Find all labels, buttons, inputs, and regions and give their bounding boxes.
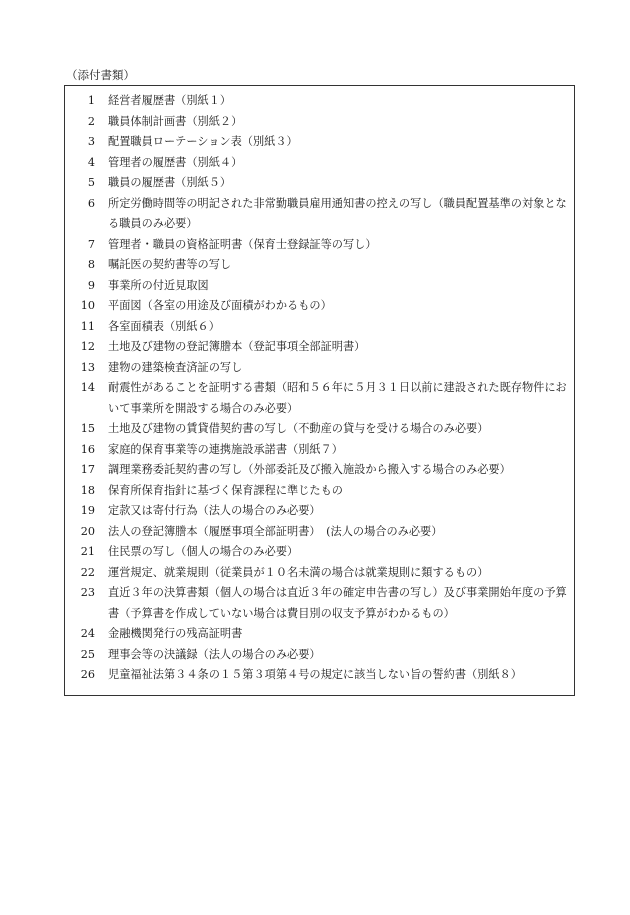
item-text: 金融機関発行の残高証明書: [108, 627, 243, 640]
item-number: 11: [80, 319, 95, 333]
list-item: [65, 276, 574, 297]
list-item: [65, 542, 574, 563]
item-text: 嘱託医の契約書等の写し: [108, 258, 232, 271]
item-text: 児童福祉法第３４条の１５第３項第４号の規定に該当しない旨の誓約書（別紙８）: [108, 668, 522, 681]
item-text: 土地及び建物の賃貸借契約書の写し（不動産の貸与を受ける場合のみ必要）: [108, 422, 489, 435]
list-item: [65, 235, 574, 256]
list-item: [65, 583, 574, 624]
list-item: [65, 91, 574, 112]
list-item: [65, 194, 574, 235]
item-number: 6: [87, 196, 95, 210]
list-item: [65, 481, 574, 502]
item-text: 管理者の履歴書（別紙４）: [108, 155, 243, 169]
item-text: 管理者・職員の資格証明書（保育士登録証等の写し）: [108, 237, 377, 251]
item-text: 家庭的保育事業等の連携施設承諾書（別紙７）: [108, 442, 343, 456]
item-text: 理事会等の決議録（法人の場合のみ必要）: [108, 647, 321, 661]
item-number: 12: [80, 340, 95, 353]
list-item: [65, 563, 574, 584]
list-item: [65, 645, 574, 666]
item-text: 運営規定、就業規則（従業員が１０名未満の場合は就業規則に類するもの）: [108, 565, 489, 579]
item-number: 19: [80, 504, 95, 517]
list-item: [65, 173, 574, 194]
item-number: 20: [80, 524, 95, 538]
item-number: 22: [80, 565, 95, 579]
item-number: 26: [80, 668, 95, 681]
item-text: 保育所保育指針に基づく保育課程に準じたもの: [108, 483, 343, 497]
attachments-list-box: [64, 85, 575, 696]
attachments-heading: （添付書類）: [66, 68, 135, 82]
item-number: 7: [87, 237, 95, 251]
item-number: 3: [87, 135, 95, 148]
list-item: [65, 132, 574, 153]
item-number: 5: [87, 176, 95, 189]
list-item: [65, 296, 574, 317]
item-text: 住民票の写し（個人の場合のみ必要）: [108, 545, 299, 558]
item-text: 定款又は寄付行為（法人の場合のみ必要）: [108, 504, 321, 517]
item-text: 所定労働時間等の明記された非常勤職員雇用通知書の控えの写し（職員配置基準の対象となる職員のみ必要）: [108, 196, 567, 230]
item-text: 配置職員ローテーション表（別紙３）: [108, 135, 298, 148]
list-item: [65, 337, 574, 358]
item-text: 建物の建築検査済証の写し: [108, 360, 243, 374]
item-number: 4: [87, 155, 95, 169]
list-item: [65, 112, 574, 133]
list-item: [65, 522, 574, 543]
item-number: 24: [80, 627, 95, 640]
item-number: 25: [80, 647, 95, 661]
item-text: 事業所の付近見取図: [108, 278, 209, 292]
list-item: [65, 378, 574, 419]
item-number: 17: [80, 463, 95, 476]
item-number: 16: [80, 442, 95, 456]
list-item: [65, 440, 574, 461]
item-text: 直近３年の決算書類（個人の場合は直近３年の確定申告書の写し）及び事業開始年度の予算書（予算書を作成していない場合は費目別の収支予算がわかるもの）: [108, 586, 567, 620]
item-number: 9: [87, 278, 95, 292]
item-number: 14: [80, 381, 95, 394]
list-item: [65, 153, 574, 174]
list-item: [65, 460, 574, 481]
item-number: 18: [80, 483, 95, 497]
list-item: [65, 419, 574, 440]
item-text: 土地及び建物の登記簿謄本（登記事項全部証明書）: [108, 340, 366, 353]
list-item: [65, 501, 574, 522]
item-number: 15: [80, 422, 95, 435]
item-number: 1: [87, 94, 95, 107]
list-item: [65, 255, 574, 276]
item-number: 8: [87, 258, 95, 271]
item-text: 各室面積表（別紙６）: [108, 319, 220, 333]
item-number: 10: [80, 299, 95, 312]
attachments-list: [65, 91, 574, 686]
item-text: 経営者履歴書（別紙１）: [108, 94, 232, 107]
item-number: 23: [80, 586, 95, 599]
item-text: 平面図（各室の用途及び面積がわかるもの）: [108, 299, 332, 312]
item-text: 耐震性があることを証明する書類（昭和５６年に５月３１日以前に建設された既存物件において事業所を開設する場合のみ必要）: [108, 381, 567, 415]
item-number: 13: [80, 360, 95, 374]
item-text: 調理業務委託契約書の写し（外部委託及び搬入施設から搬入する場合のみ必要）: [108, 463, 511, 476]
list-item: [65, 624, 574, 645]
item-number: 2: [87, 114, 95, 128]
item-text: 法人の登記簿謄本（履歴事項全部証明書） (法人の場合のみ必要）: [108, 524, 443, 538]
list-item: [65, 665, 574, 686]
item-text: 職員の履歴書（別紙５）: [108, 176, 232, 189]
item-text: 職員体制計画書（別紙２）: [108, 114, 243, 128]
item-number: 21: [80, 545, 95, 558]
list-item: [65, 358, 574, 379]
list-item: [65, 317, 574, 338]
